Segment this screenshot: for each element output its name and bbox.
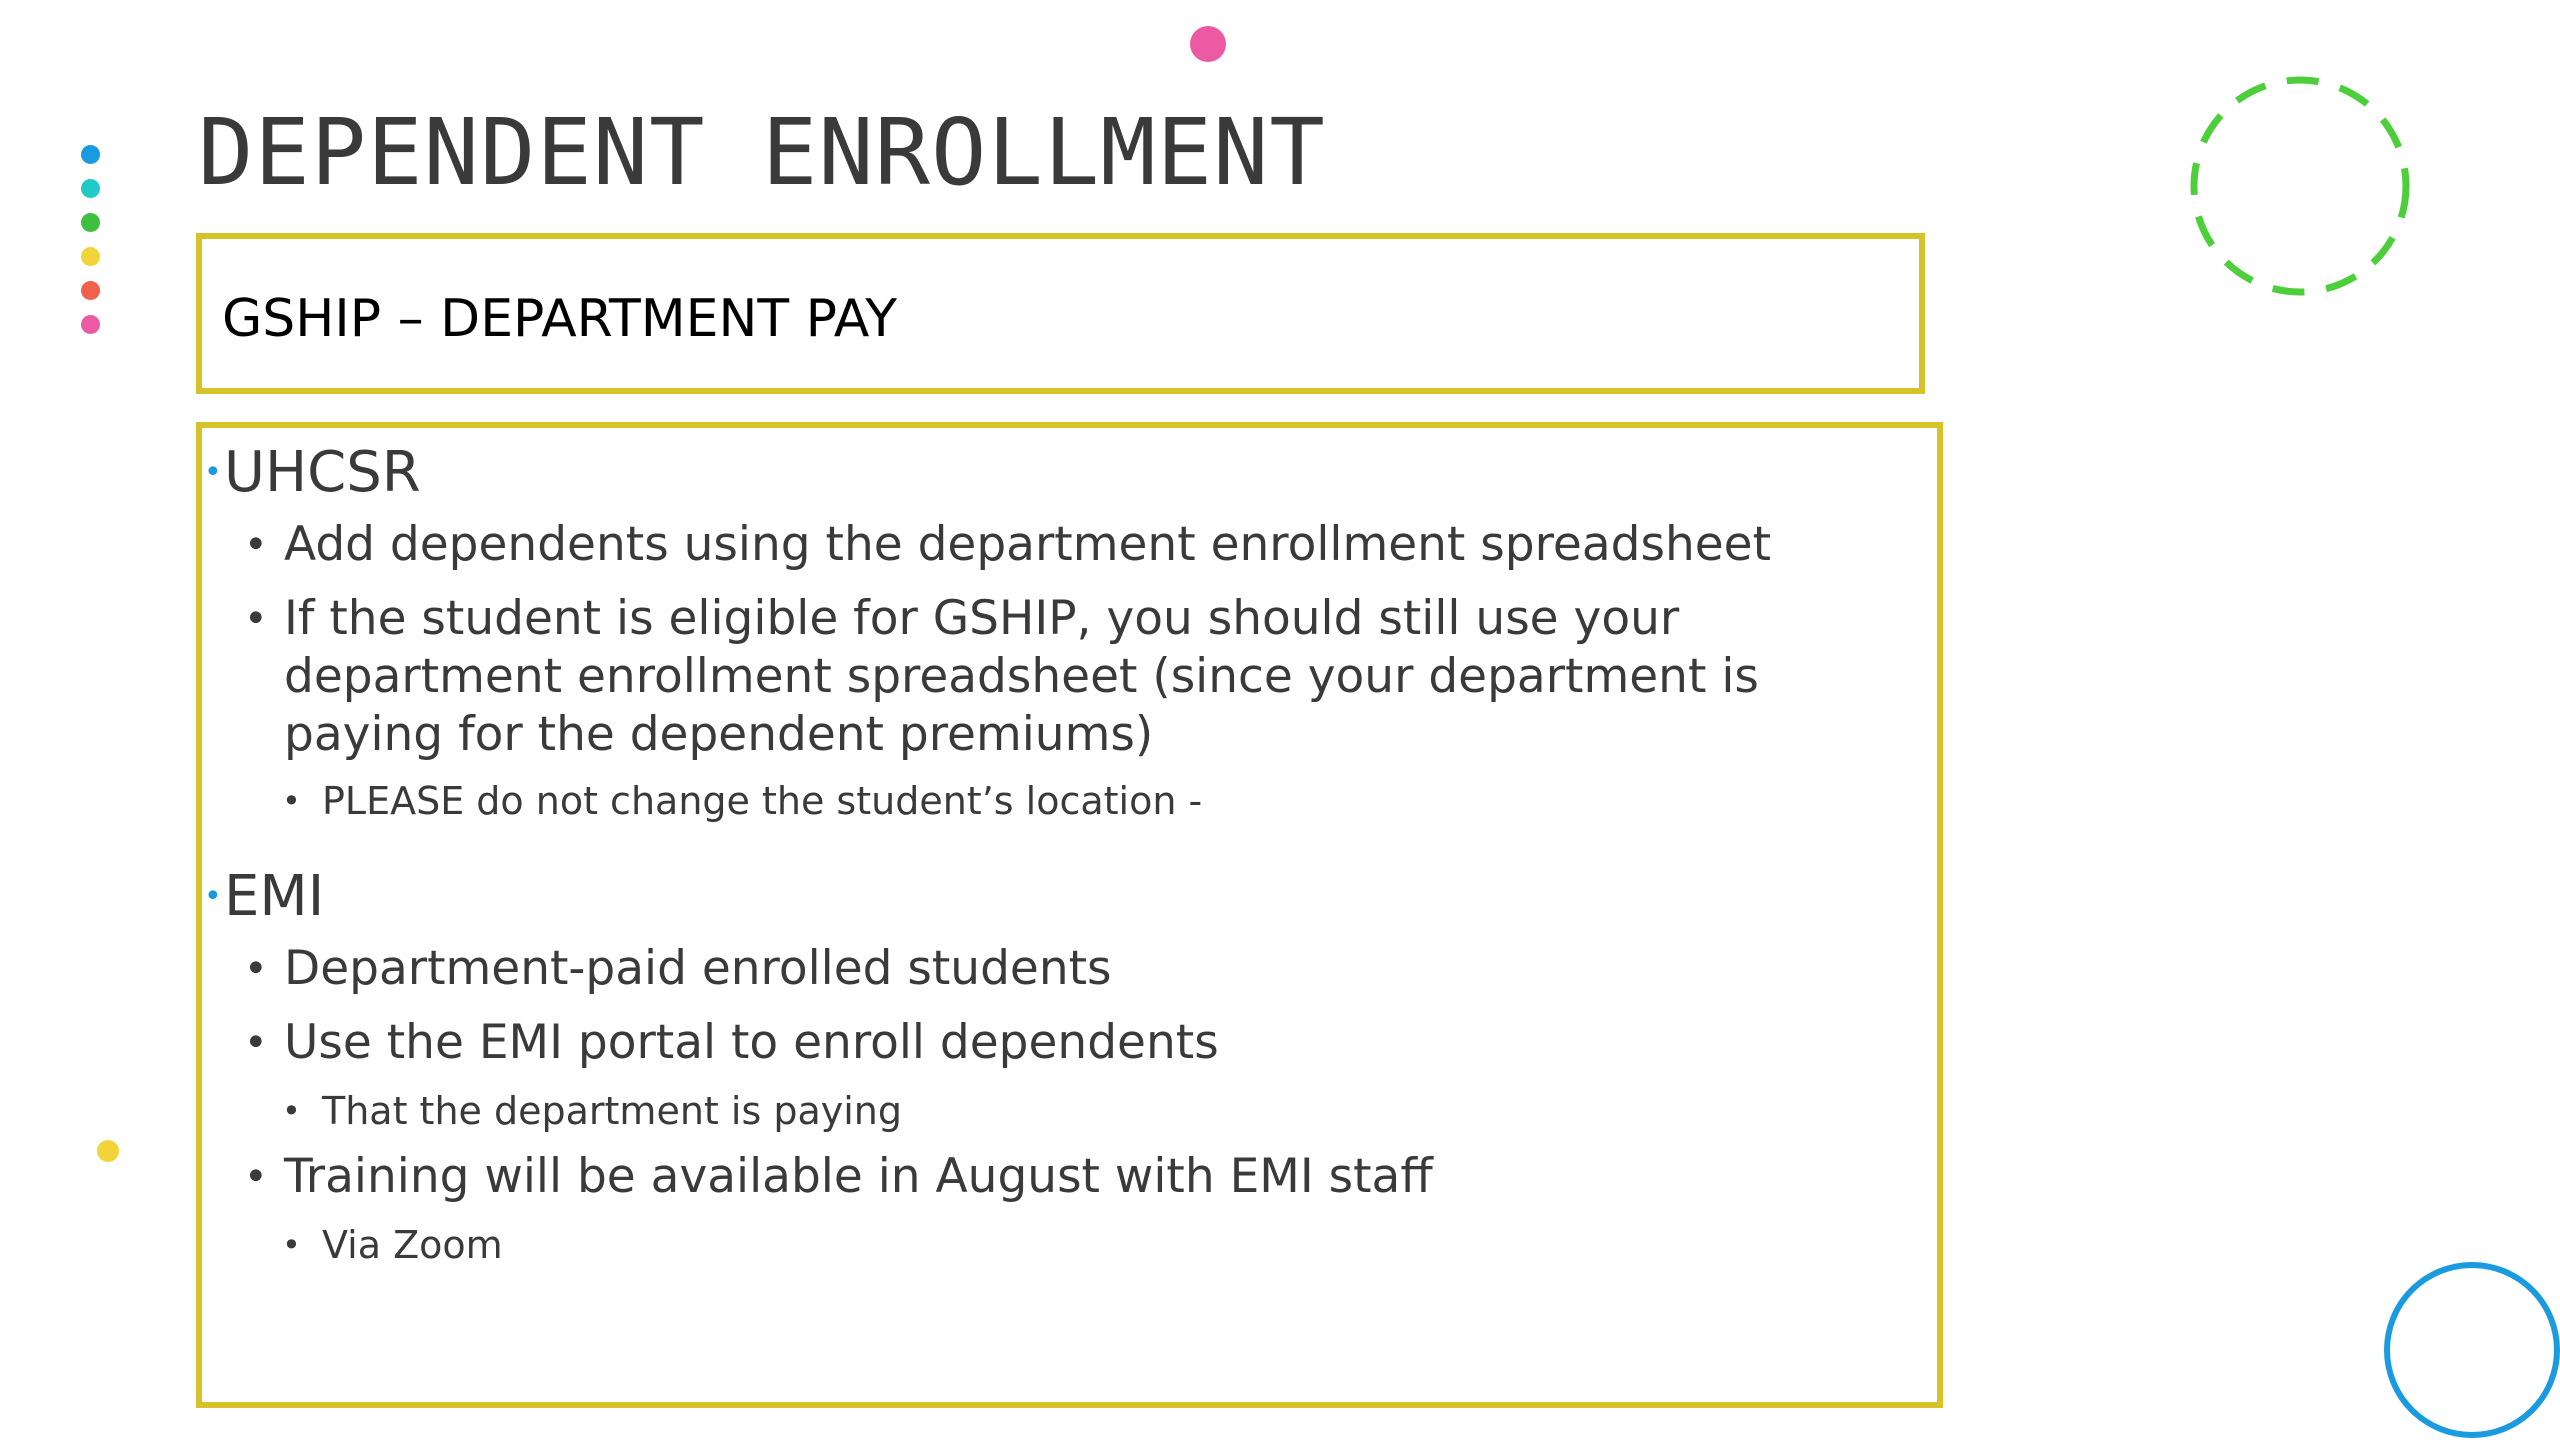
- yellow-dot: [81, 247, 100, 266]
- pink-dot: [81, 315, 100, 334]
- bullet-dot: •: [282, 782, 301, 820]
- list-item: [244, 1148, 1433, 1206]
- section-heading-text: UHCSR: [224, 440, 421, 505]
- list-item: [244, 940, 1112, 998]
- list-item-text: Use the EMI portal to enroll dependents: [284, 1015, 1219, 1070]
- list-item: [244, 590, 1759, 764]
- list-item-line: paying for the dependent premiums): [284, 707, 1154, 762]
- pink-dot-top: [1190, 26, 1226, 62]
- section-heading-emi: [204, 864, 325, 930]
- section-heading-uhcsr: [204, 440, 421, 506]
- green-dot: [81, 213, 100, 232]
- slide-title: DEPENDENT ENROLLMENT: [198, 99, 1326, 206]
- sub-list-item-text: PLEASE do not change the student’s location -: [322, 779, 1203, 823]
- bullet-dot: •: [244, 946, 268, 992]
- teal-dot: [81, 179, 100, 198]
- list-item-text: Training will be available in August with EMI staff: [284, 1149, 1433, 1204]
- list-item: [244, 1014, 1219, 1072]
- yellow-dot-bottom: [97, 1140, 119, 1162]
- sub-list-item: [282, 778, 1203, 824]
- section-heading-text: EMI: [224, 864, 325, 929]
- bullet-dot: •: [244, 1020, 268, 1066]
- sub-list-item-text: Via Zoom: [322, 1223, 503, 1267]
- list-item-line: department enrollment spreadsheet (since your department is: [284, 649, 1759, 704]
- content-box: [196, 422, 1943, 1408]
- bullet-dot: •: [204, 455, 222, 490]
- subtitle-box: [196, 233, 1925, 394]
- bullet-dot: •: [282, 1226, 301, 1264]
- list-item-text: Department-paid enrolled students: [284, 941, 1112, 996]
- bullet-dot: •: [204, 879, 222, 914]
- sub-list-item: [282, 1222, 503, 1268]
- bullet-dot: •: [244, 522, 268, 568]
- bullet-dot: •: [244, 596, 268, 642]
- sub-list-item: [282, 1088, 902, 1134]
- list-item: [244, 516, 1771, 574]
- blue-dot: [81, 145, 100, 164]
- dashed-circle-decoration: [2180, 68, 2420, 308]
- bullet-dot: •: [282, 1092, 301, 1130]
- red-dot: [81, 281, 100, 300]
- bullet-dot: •: [244, 1154, 268, 1200]
- sub-list-item-text: That the department is paying: [322, 1089, 902, 1133]
- blue-circle-decoration: [2380, 1258, 2560, 1440]
- list-item-line: If the student is eligible for GSHIP, you should still use your: [284, 591, 1680, 646]
- list-item-text: Add dependents using the department enrollment spreadsheet: [284, 517, 1771, 572]
- slide-subtitle: GSHIP – DEPARTMENT PAY: [222, 289, 898, 349]
